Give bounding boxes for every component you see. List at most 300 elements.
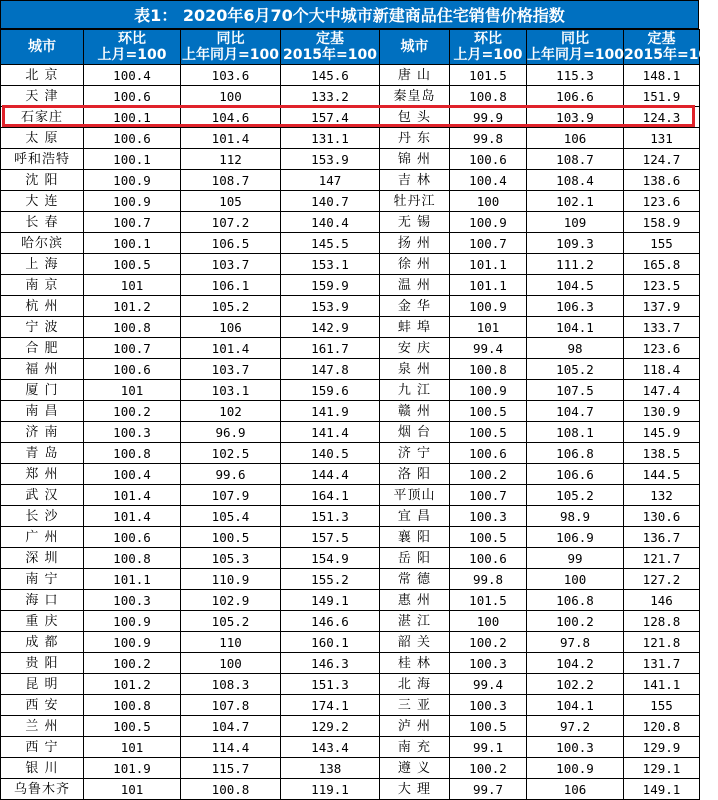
city-name-cell: 包 头 (380, 107, 450, 128)
base-cell: 133.2 (281, 86, 380, 107)
mom-cell: 100.6 (84, 128, 181, 149)
city-name-cell: 扬 州 (380, 233, 450, 254)
yoy-cell: 102.9 (181, 590, 281, 611)
yoy-cell: 115.3 (527, 65, 624, 86)
mom-cell: 100.9 (84, 611, 181, 632)
yoy-cell: 102 (181, 401, 281, 422)
mom-cell: 100.2 (84, 653, 181, 674)
yoy-cell: 100 (181, 653, 281, 674)
yoy-cell: 103.6 (181, 65, 281, 86)
city-name-cell: 泉 州 (380, 359, 450, 380)
mom-cell: 99.1 (450, 737, 527, 758)
table-row (1, 422, 700, 443)
yoy-cell: 105.2 (181, 296, 281, 317)
mom-cell: 100.5 (450, 401, 527, 422)
mom-cell: 100.1 (84, 107, 181, 128)
yoy-cell: 100.2 (527, 611, 624, 632)
base-cell: 151.3 (281, 674, 380, 695)
price-index-table (0, 29, 718, 800)
base-cell: 143.4 (281, 737, 380, 758)
yoy-cell: 99 (527, 548, 624, 569)
col-city: 城市 (1, 30, 84, 65)
yoy-cell: 100 (181, 86, 281, 107)
col-mom: 环比 上月=100 (84, 30, 181, 65)
yoy-cell: 105.3 (181, 548, 281, 569)
base-cell: 131.7 (624, 653, 700, 674)
mom-cell: 100.2 (450, 632, 527, 653)
table-row (1, 779, 700, 800)
base-cell: 145.6 (281, 65, 380, 86)
table-row (1, 758, 700, 779)
city-name-cell: 北 海 (380, 674, 450, 695)
mom-cell: 100.5 (450, 527, 527, 548)
base-cell: 153.1 (281, 254, 380, 275)
city-name-cell: 蚌 埠 (380, 317, 450, 338)
yoy-cell: 106.6 (527, 86, 624, 107)
yoy-cell: 105.2 (527, 359, 624, 380)
city-name-cell: 徐 州 (380, 254, 450, 275)
yoy-cell: 100.3 (527, 737, 624, 758)
city-name-cell: 昆 明 (1, 674, 84, 695)
city-name-cell: 呼和浩特 (1, 149, 84, 170)
mom-cell: 100.8 (450, 359, 527, 380)
mom-cell: 101.4 (84, 485, 181, 506)
yoy-cell: 106.9 (527, 527, 624, 548)
mom-cell: 100.2 (450, 758, 527, 779)
mom-cell: 100.4 (84, 65, 181, 86)
table-row (1, 548, 700, 569)
city-name-cell: 石家庄 (1, 107, 84, 128)
col-city-2: 城市 (380, 30, 450, 65)
city-name-cell: 牡丹江 (380, 191, 450, 212)
city-name-cell: 泸 州 (380, 716, 450, 737)
city-name-cell: 上 海 (1, 254, 84, 275)
mom-cell: 100.2 (84, 401, 181, 422)
base-cell: 128.8 (624, 611, 700, 632)
mom-cell: 101 (84, 737, 181, 758)
base-cell: 129.2 (281, 716, 380, 737)
table-row (1, 170, 700, 191)
table-row (1, 107, 700, 128)
yoy-cell: 105 (181, 191, 281, 212)
yoy-cell: 103.7 (181, 254, 281, 275)
yoy-cell: 98 (527, 338, 624, 359)
city-name-cell: 安 庆 (380, 338, 450, 359)
mom-cell: 100.8 (84, 695, 181, 716)
base-cell: 129.9 (624, 737, 700, 758)
base-cell: 153.9 (281, 149, 380, 170)
yoy-cell: 96.9 (181, 422, 281, 443)
yoy-cell: 106.3 (527, 296, 624, 317)
mom-cell: 100.6 (84, 359, 181, 380)
table-row (1, 632, 700, 653)
mom-cell: 100.1 (84, 233, 181, 254)
yoy-cell: 108.4 (527, 170, 624, 191)
yoy-cell: 99.6 (181, 464, 281, 485)
mom-cell: 100.7 (450, 485, 527, 506)
base-cell: 141.1 (624, 674, 700, 695)
base-cell: 142.9 (281, 317, 380, 338)
city-name-cell: 惠 州 (380, 590, 450, 611)
base-cell: 130.9 (624, 401, 700, 422)
mom-cell: 100.6 (450, 443, 527, 464)
base-cell: 124.7 (624, 149, 700, 170)
yoy-cell: 107.2 (181, 212, 281, 233)
mom-cell: 101 (84, 275, 181, 296)
yoy-cell: 104.7 (181, 716, 281, 737)
city-name-cell: 常 德 (380, 569, 450, 590)
table-row (1, 380, 700, 401)
base-cell: 159.9 (281, 275, 380, 296)
mom-cell: 99.9 (450, 107, 527, 128)
mom-cell: 100.3 (84, 590, 181, 611)
mom-cell: 99.4 (450, 674, 527, 695)
mom-cell: 100.6 (450, 548, 527, 569)
city-name-cell: 韶 关 (380, 632, 450, 653)
mom-cell: 99.7 (450, 779, 527, 800)
mom-cell: 100.3 (84, 422, 181, 443)
table-row (1, 233, 700, 254)
mom-cell: 101.5 (450, 590, 527, 611)
city-name-cell: 襄 阳 (380, 527, 450, 548)
base-cell: 140.4 (281, 212, 380, 233)
mom-cell: 100.8 (84, 443, 181, 464)
base-cell: 154.9 (281, 548, 380, 569)
base-cell: 131.1 (281, 128, 380, 149)
city-name-cell: 青 岛 (1, 443, 84, 464)
col-base-2: 定基 2015年=100 (624, 31, 718, 63)
yoy-cell: 112 (181, 149, 281, 170)
base-cell: 140.5 (281, 443, 380, 464)
base-cell: 131 (624, 128, 700, 149)
city-name-cell: 吉 林 (380, 170, 450, 191)
table-row (1, 590, 700, 611)
city-name-cell: 南 宁 (1, 569, 84, 590)
city-name-cell: 秦皇岛 (380, 86, 450, 107)
yoy-cell: 101.4 (181, 128, 281, 149)
base-cell: 145.5 (281, 233, 380, 254)
base-cell: 151.9 (624, 86, 700, 107)
table-row (1, 443, 700, 464)
base-cell: 159.6 (281, 380, 380, 401)
base-cell: 160.1 (281, 632, 380, 653)
yoy-cell: 98.9 (527, 506, 624, 527)
table-row (1, 128, 700, 149)
yoy-cell: 107.8 (181, 695, 281, 716)
yoy-cell: 105.4 (181, 506, 281, 527)
mom-cell: 100.8 (84, 317, 181, 338)
mom-cell: 100.5 (84, 716, 181, 737)
base-cell: 146.3 (281, 653, 380, 674)
yoy-cell: 104.1 (527, 317, 624, 338)
city-name-cell: 海 口 (1, 590, 84, 611)
yoy-cell: 115.7 (181, 758, 281, 779)
yoy-cell: 108.7 (181, 170, 281, 191)
base-cell: 123.5 (624, 275, 700, 296)
yoy-cell: 102.2 (527, 674, 624, 695)
city-name-cell: 三 亚 (380, 695, 450, 716)
yoy-cell: 114.4 (181, 737, 281, 758)
city-name-cell: 遵 义 (380, 758, 450, 779)
yoy-cell: 101.4 (181, 338, 281, 359)
yoy-cell: 106.8 (527, 590, 624, 611)
base-cell: 147 (281, 170, 380, 191)
city-name-cell: 济 南 (1, 422, 84, 443)
mom-cell: 100.9 (450, 380, 527, 401)
mom-cell: 101.2 (84, 296, 181, 317)
mom-cell: 100.9 (84, 632, 181, 653)
yoy-cell: 105.2 (181, 611, 281, 632)
yoy-cell: 106 (527, 779, 624, 800)
base-cell: 138.5 (624, 443, 700, 464)
mom-cell: 100.3 (450, 506, 527, 527)
mom-cell: 100.8 (450, 86, 527, 107)
city-name-cell: 成 都 (1, 632, 84, 653)
city-name-cell: 湛 江 (380, 611, 450, 632)
base-cell: 157.5 (281, 527, 380, 548)
yoy-cell: 108.7 (527, 149, 624, 170)
table-row (1, 506, 700, 527)
mom-cell: 100 (450, 191, 527, 212)
mom-cell: 100.9 (84, 191, 181, 212)
mom-cell: 101.9 (84, 758, 181, 779)
col-base: 定基 2015年=100 (281, 30, 380, 65)
city-name-cell: 九 江 (380, 380, 450, 401)
yoy-cell: 107.9 (181, 485, 281, 506)
base-cell: 130.6 (624, 506, 700, 527)
city-name-cell: 桂 林 (380, 653, 450, 674)
mom-cell: 100.3 (450, 653, 527, 674)
yoy-cell: 104.2 (527, 653, 624, 674)
mom-cell: 99.8 (450, 128, 527, 149)
mom-cell: 100.7 (84, 338, 181, 359)
yoy-cell: 102.5 (181, 443, 281, 464)
city-name-cell: 大 理 (380, 779, 450, 800)
mom-cell: 100.5 (450, 422, 527, 443)
city-name-cell: 北 京 (1, 65, 84, 86)
table-row (1, 464, 700, 485)
base-cell: 118.4 (624, 359, 700, 380)
base-cell: 124.3 (624, 107, 700, 128)
city-name-cell: 南 充 (380, 737, 450, 758)
city-name-cell: 兰 州 (1, 716, 84, 737)
city-name-cell: 宁 波 (1, 317, 84, 338)
city-name-cell: 贵 阳 (1, 653, 84, 674)
yoy-cell: 109 (527, 212, 624, 233)
mom-cell: 100.1 (84, 149, 181, 170)
base-cell: 147.8 (281, 359, 380, 380)
city-name-cell: 乌鲁木齐 (1, 779, 84, 800)
city-name-cell: 深 圳 (1, 548, 84, 569)
city-name-cell: 福 州 (1, 359, 84, 380)
table-row (1, 653, 700, 674)
table-row (1, 674, 700, 695)
base-cell: 132 (624, 485, 700, 506)
mom-cell: 100.5 (84, 254, 181, 275)
base-cell: 155.2 (281, 569, 380, 590)
mom-cell: 100 (450, 611, 527, 632)
table-row (1, 86, 700, 107)
base-cell: 146.6 (281, 611, 380, 632)
yoy-cell: 100 (527, 569, 624, 590)
base-cell: 138.6 (624, 170, 700, 191)
base-cell: 120.8 (624, 716, 700, 737)
yoy-cell: 100.9 (527, 758, 624, 779)
yoy-cell: 104.6 (181, 107, 281, 128)
mom-cell: 101.1 (450, 254, 527, 275)
base-cell: 174.1 (281, 695, 380, 716)
yoy-cell: 108.3 (181, 674, 281, 695)
base-cell: 146 (624, 590, 700, 611)
yoy-cell: 106 (181, 317, 281, 338)
city-name-cell: 洛 阳 (380, 464, 450, 485)
table-row (1, 611, 700, 632)
mom-cell: 100.5 (450, 716, 527, 737)
yoy-cell: 100.5 (181, 527, 281, 548)
city-name-cell: 锦 州 (380, 149, 450, 170)
table-row (1, 527, 700, 548)
table-row (1, 212, 700, 233)
base-cell: 161.7 (281, 338, 380, 359)
mom-cell: 100.6 (84, 86, 181, 107)
yoy-cell: 103.9 (527, 107, 624, 128)
city-name-cell: 宜 昌 (380, 506, 450, 527)
yoy-cell: 103.7 (181, 359, 281, 380)
base-cell: 121.7 (624, 548, 700, 569)
base-cell: 157.4 (281, 107, 380, 128)
table-row (1, 317, 700, 338)
base-cell: 121.8 (624, 632, 700, 653)
city-name-cell: 岳 阳 (380, 548, 450, 569)
yoy-cell: 110 (181, 632, 281, 653)
table-row (1, 485, 700, 506)
yoy-cell: 108.1 (527, 422, 624, 443)
mom-cell: 100.8 (84, 548, 181, 569)
col-mom-2: 环比 上月=100 (450, 30, 527, 65)
yoy-cell: 103.1 (181, 380, 281, 401)
yoy-cell: 104.7 (527, 401, 624, 422)
city-name-cell: 金 华 (380, 296, 450, 317)
mom-cell: 101.2 (84, 674, 181, 695)
mom-cell: 101 (84, 779, 181, 800)
city-name-cell: 郑 州 (1, 464, 84, 485)
mom-cell: 100.6 (450, 149, 527, 170)
yoy-cell: 102.1 (527, 191, 624, 212)
yoy-cell: 107.5 (527, 380, 624, 401)
yoy-cell: 104.5 (527, 275, 624, 296)
yoy-cell: 111.2 (527, 254, 624, 275)
mom-cell: 100.6 (84, 527, 181, 548)
city-name-cell: 太 原 (1, 128, 84, 149)
table-row (1, 338, 700, 359)
mom-cell: 99.8 (450, 569, 527, 590)
city-name-cell: 南 京 (1, 275, 84, 296)
base-cell: 149.1 (281, 590, 380, 611)
city-name-cell: 丹 东 (380, 128, 450, 149)
mom-cell: 100.4 (84, 464, 181, 485)
city-name-cell: 温 州 (380, 275, 450, 296)
base-cell: 165.8 (624, 254, 700, 275)
header-row (1, 30, 700, 65)
table-title: 表1： 2020年6月70个大中城市新建商品住宅销售价格指数 (0, 0, 699, 29)
city-name-cell: 重 庆 (1, 611, 84, 632)
city-name-cell: 杭 州 (1, 296, 84, 317)
base-cell: 133.7 (624, 317, 700, 338)
table-row (1, 695, 700, 716)
mom-cell: 100.2 (450, 464, 527, 485)
city-name-cell: 南 昌 (1, 401, 84, 422)
mom-cell: 100.9 (450, 296, 527, 317)
table-row (1, 569, 700, 590)
city-name-cell: 济 宁 (380, 443, 450, 464)
city-name-cell: 西 宁 (1, 737, 84, 758)
yoy-cell: 100.8 (181, 779, 281, 800)
yoy-cell: 97.8 (527, 632, 624, 653)
table-row (1, 296, 700, 317)
base-cell: 155 (624, 695, 700, 716)
yoy-cell: 97.2 (527, 716, 624, 737)
city-name-cell: 厦 门 (1, 380, 84, 401)
base-cell: 129.1 (624, 758, 700, 779)
mom-cell: 100.9 (450, 212, 527, 233)
city-name-cell: 长 沙 (1, 506, 84, 527)
city-name-cell: 无 锡 (380, 212, 450, 233)
col-yoy: 同比 上年同月=100 (182, 31, 279, 63)
yoy-cell: 109.3 (527, 233, 624, 254)
table-row (1, 716, 700, 737)
city-name-cell: 长 春 (1, 212, 84, 233)
yoy-cell: 106 (527, 128, 624, 149)
table-row (1, 737, 700, 758)
city-name-cell: 合 肥 (1, 338, 84, 359)
yoy-cell: 110.9 (181, 569, 281, 590)
base-cell: 147.4 (624, 380, 700, 401)
base-cell: 148.1 (624, 65, 700, 86)
city-name-cell: 平顶山 (380, 485, 450, 506)
base-cell: 144.5 (624, 464, 700, 485)
base-cell: 138 (281, 758, 380, 779)
city-name-cell: 西 安 (1, 695, 84, 716)
table-row (1, 149, 700, 170)
table-row (1, 254, 700, 275)
city-name-cell: 沈 阳 (1, 170, 84, 191)
yoy-cell: 104.1 (527, 695, 624, 716)
base-cell: 136.7 (624, 527, 700, 548)
table-row (1, 191, 700, 212)
base-cell: 141.4 (281, 422, 380, 443)
table-row (1, 275, 700, 296)
table-row (1, 359, 700, 380)
table-row (1, 65, 700, 86)
base-cell: 153.9 (281, 296, 380, 317)
table-row (1, 401, 700, 422)
base-cell: 164.1 (281, 485, 380, 506)
mom-cell: 101 (84, 380, 181, 401)
mom-cell: 101.5 (450, 65, 527, 86)
city-name-cell: 赣 州 (380, 401, 450, 422)
base-cell: 151.3 (281, 506, 380, 527)
city-name-cell: 武 汉 (1, 485, 84, 506)
base-cell: 158.9 (624, 212, 700, 233)
city-name-cell: 大 连 (1, 191, 84, 212)
mom-cell: 100.7 (84, 212, 181, 233)
yoy-cell: 106.5 (181, 233, 281, 254)
base-cell: 123.6 (624, 338, 700, 359)
city-name-cell: 哈尔滨 (1, 233, 84, 254)
city-name-cell: 银 川 (1, 758, 84, 779)
mom-cell: 100.3 (450, 695, 527, 716)
mom-cell: 99.4 (450, 338, 527, 359)
